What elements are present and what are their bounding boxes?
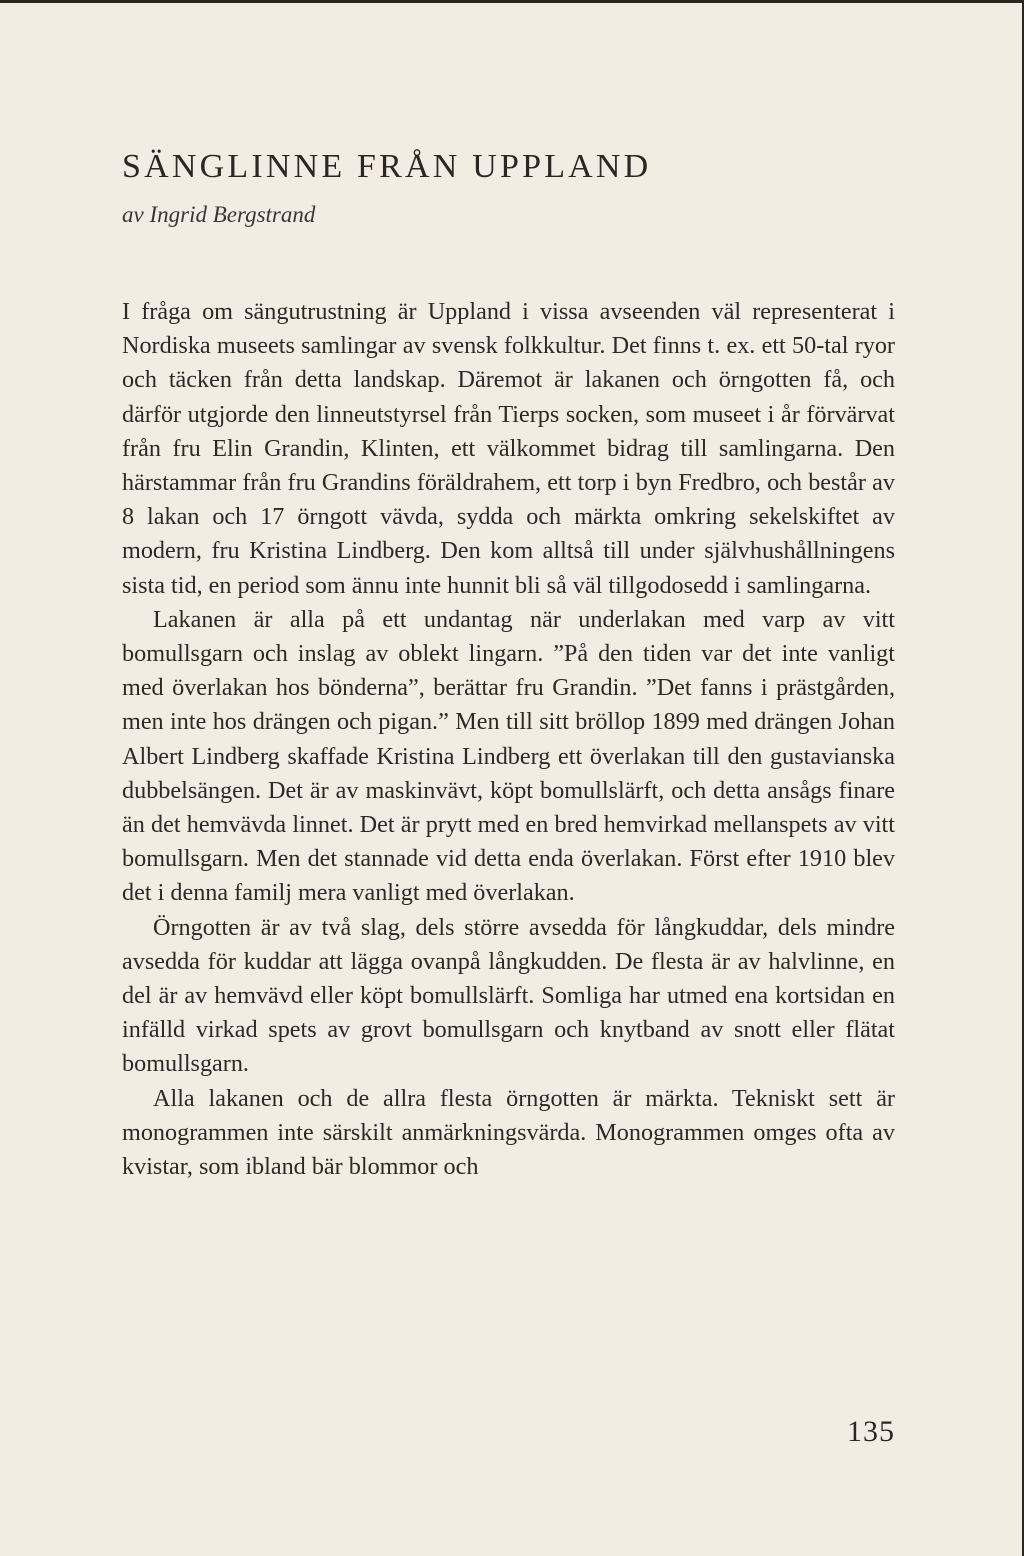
paragraph-1: I fråga om sängutrustning är Uppland i vissa avseenden väl representerat i Nordiska museets samlingar av svensk folkkultur. Det finns t. ex. ett 50-tal ryor och täcken från detta landskap. Däremot är lakanen och örngotten få, och därför utgjorde den linneutstyrsel från Tierps socken, som museet i år förvärvat från fru Elin Grandin, Klinten, ett välkommet bidrag till samlingarna. Den härstammar från fru Grandins föräldrahem, ett torp i byn Fredbro, och består av 8 lakan och 17 örngott vävda, sydda och märkta omkring sekelskiftet av modern, fru Kristina Lindberg. Den kom alltså till under självhushållningens sista tid, en period som ännu inte hunnit bli så väl tillgodosedd i samlingarna.: [122, 298, 895, 599]
article: [122, 143, 895, 1184]
article-author: av Ingrid Bergstrand: [122, 202, 316, 227]
paragraph-2: Lakanen är alla på ett undantag när underlakan med varp av vitt bomullsgarn och inslag av oblekt lingarn. ”På den tiden var det inte vanligt med överlakan hos bönderna”, berättar fru Grandin. ”Det fanns i prästgården, men inte hos drängen och pigan.” Men till sitt bröllop 1899 med drängen Johan Albert Lindberg skaffade Kristina Lindberg ett överlakan till den gustavianska dubbelsängen. Det är av maskinvävt, köpt bomullslärft, och detta ansågs finare än det hemvävda linnet. Det är prytt med en bred hemvirkad mellanspets av vitt bomullsgarn. Men det stannade vid detta enda överlakan. Först efter 1910 blev det i denna familj mera vanligt med överlakan.: [122, 605, 895, 907]
paragraph-3: Örngotten är av två slag, dels större avsedda för långkuddar, dels mindre avsedda för kuddar att lägga ovanpå långkudden. De flesta är av halvlinne, en del är av hemvävd eller köpt bomullslärft. Somliga har utmed ena kortsidan en infälld virkad spets av grovt bomullsgarn och knytband av snott eller flätat bomullsgarn.: [122, 913, 895, 1078]
article-title: SÄNGLINNE FRÅN UPPLAND: [122, 148, 652, 185]
page-number: 135: [847, 1415, 895, 1448]
article-body: [122, 295, 895, 1184]
paragraph-4: Alla lakanen och de allra flesta örngotten är märkta. Tekniskt sett är monogrammen inte särskilt anmärkningsvärda. Monogrammen omges ofta av kvistar, som ibland bär blommor och: [122, 1084, 895, 1181]
